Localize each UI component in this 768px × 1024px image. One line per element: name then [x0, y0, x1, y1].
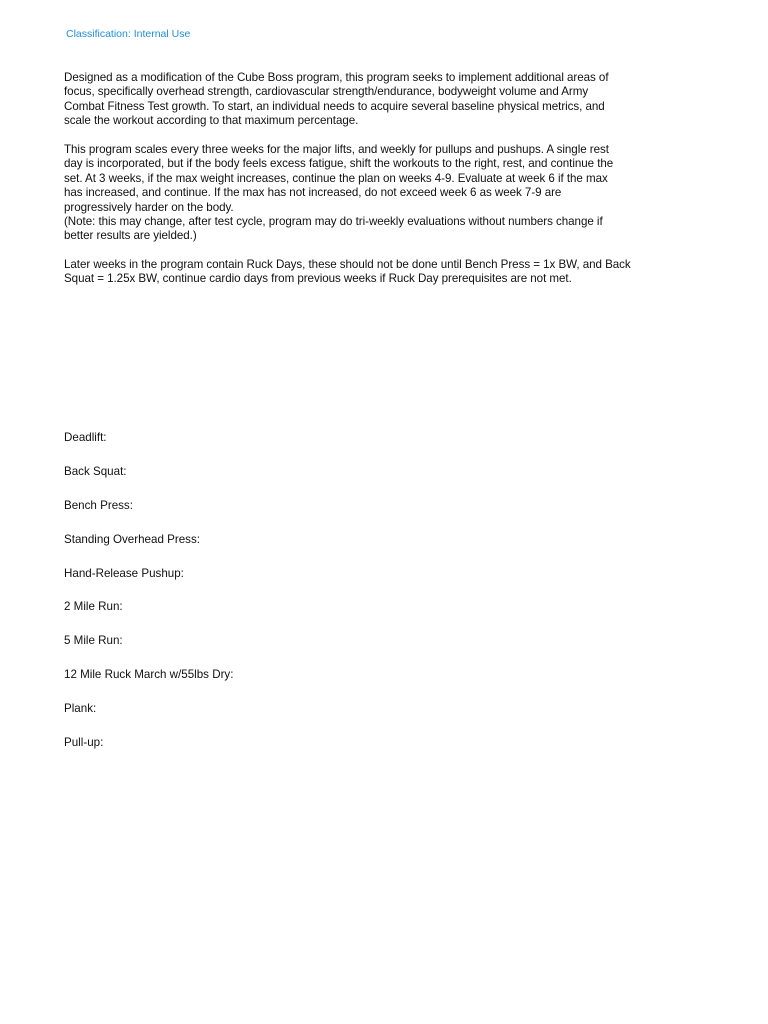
metric-standing-overhead-press: Standing Overhead Press: — [64, 532, 200, 546]
metric-bench-press: Bench Press: — [64, 498, 133, 512]
paragraph-line: has increased, and continue. If the max has not increased, do not exceed week 6 as week 7-9 are — [64, 186, 562, 200]
metric-2-mile-run: 2 Mile Run: — [64, 600, 123, 614]
baseline-metrics-list — [64, 431, 564, 770]
metric-12-mile-ruck-march: 12 Mile Ruck March w/55lbs Dry: — [64, 668, 234, 682]
paragraph-line: This program scales every three weeks for the major lifts, and weekly for pullups and pushups. A single rest — [64, 143, 609, 156]
intro-paragraph — [64, 71, 688, 129]
paragraph-line: day is incorporated, but if the body feels excess fatigue, shift the workouts to the right, rest, and continue the — [64, 157, 614, 171]
metric-5-mile-run: 5 Mile Run: — [64, 634, 123, 648]
paragraph-line: Designed as a modification of the Cube Boss program, this program seeks to implement additional areas of — [64, 71, 609, 84]
metric-plank: Plank: — [64, 702, 97, 716]
paragraph-line: Combat Fitness Test growth. To start, an individual needs to acquire several baseline physical metrics, and — [64, 99, 605, 113]
scaling-paragraph — [64, 143, 688, 244]
paragraph-line: Squat = 1.25x BW, continue cardio days from previous weeks if Ruck Day prerequisites are not met. — [64, 272, 572, 286]
paragraph-line: scale the workout according to that maximum percentage. — [64, 114, 359, 128]
paragraph-line: progressively harder on the body. — [64, 200, 234, 214]
classification-label: Classification: Internal Use — [66, 28, 191, 40]
paragraph-line: set. At 3 weeks, if the max weight increases, continue the plan on weeks 4-9. Evaluate at week 6 if the max — [64, 171, 608, 185]
metric-hand-release-pushup: Hand-Release Pushup: — [64, 566, 184, 580]
paragraph-line: (Note: this may change, after test cycle, program may do tri-weekly evaluations without numbers change if — [64, 215, 603, 229]
metric-pull-up: Pull-up: — [64, 736, 104, 750]
ruck-days-paragraph — [64, 258, 688, 287]
paragraph-line: focus, specifically overhead strength, cardiovascular strength/endurance, bodyweight volume and Army — [64, 85, 589, 99]
paragraph-line: Later weeks in the program contain Ruck Days, these should not be done until Bench Press = 1x BW, and Back — [64, 258, 631, 271]
metric-deadlift: Deadlift: — [64, 431, 107, 444]
metric-back-squat: Back Squat: — [64, 464, 127, 478]
paragraph-line: better results are yielded.) — [64, 229, 197, 243]
